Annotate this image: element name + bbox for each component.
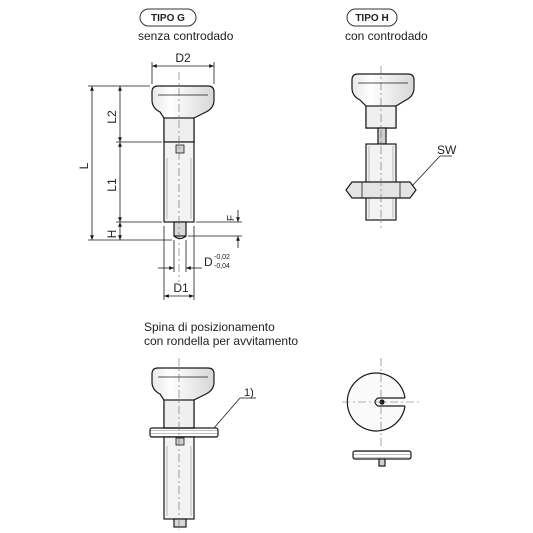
type-h-badge-text: TIPO H [355,13,389,24]
dim-f-label: F [226,214,237,222]
pin-shaft-h [378,128,386,144]
sw-leader [412,156,440,186]
washer-pin-drawing [150,368,218,527]
washer-caption-line2: con rondella per avvitamento [144,334,299,348]
pin [174,222,186,236]
dim-d1-label: D1 [173,281,189,295]
dim-d-tol-upper: -0,02 [214,254,230,261]
type-g-badge-text: TIPO G [151,13,185,24]
type-g-caption: senza controdado [138,29,234,43]
type-h-caption: con controdado [345,29,428,43]
note-marker: 1) [244,387,254,399]
dim-h-label: H [105,229,119,239]
type-g-header [138,9,234,43]
note-leader [214,398,240,428]
sw-label: SW [437,143,457,157]
dim-l1-label: L1 [105,178,119,192]
washer [150,428,218,437]
type-g-drawing [152,86,214,239]
dim-d2-label: D2 [175,51,191,65]
dim-l-label: L [77,162,91,170]
washer-side [353,451,411,459]
washer-caption-line1: Spina di posizionamento [144,320,275,334]
dim-d-label: D [204,255,213,269]
washer-side-view [353,451,411,466]
dim-d-tol-lower: -0,04 [214,263,230,270]
type-h-header [345,9,428,43]
dim-l2-label: L2 [105,110,119,124]
